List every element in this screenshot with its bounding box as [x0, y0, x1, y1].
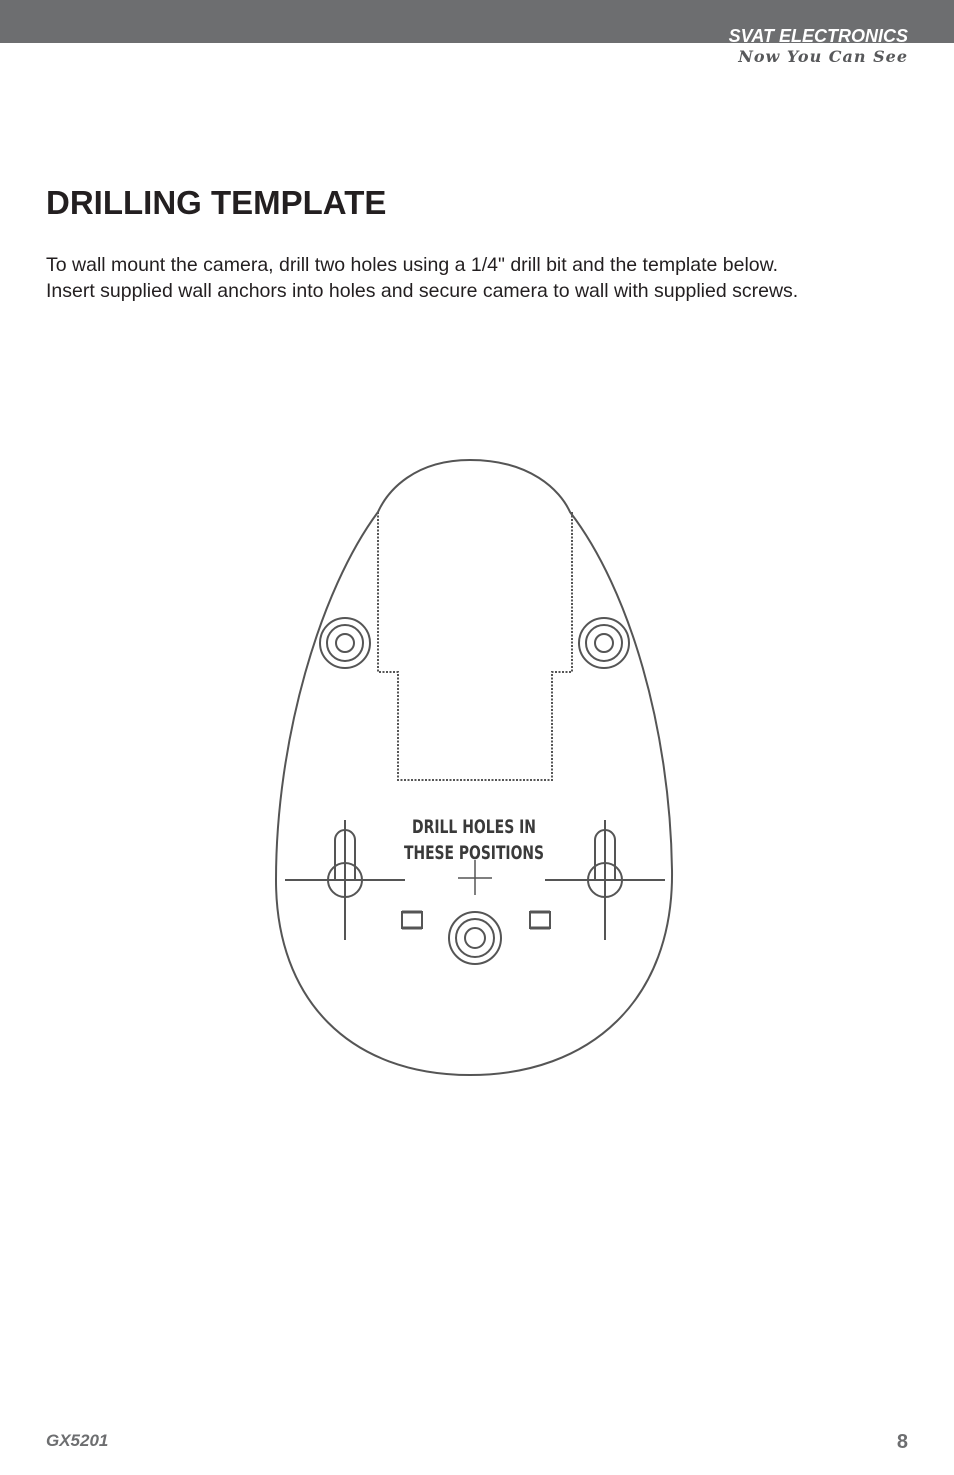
instructions-line-2: Insert supplied wall anchors into holes and secure camera to wall with supplied screws.	[46, 280, 799, 302]
page-number: 8	[896, 1431, 908, 1453]
right-slot	[530, 912, 550, 928]
mount-outline	[276, 460, 672, 1075]
page-title: DRILLING TEMPLATE	[46, 184, 387, 221]
drilling-template-diagram	[230, 440, 730, 1100]
center-cross	[458, 860, 492, 895]
template-label-line-1: DRILL HOLES IN	[412, 816, 536, 838]
upper-left-ring	[320, 618, 370, 668]
brand-tagline: Now You Can See	[738, 47, 908, 66]
left-drill-target	[285, 820, 405, 940]
left-slot	[402, 912, 422, 928]
model-number: GX5201	[46, 1431, 109, 1450]
bottom-center-ring	[449, 912, 501, 964]
template-label-line-2: THESE POSITIONS	[404, 842, 544, 864]
instructions-line-1: To wall mount the camera, drill two holes using a 1/4" drill bit and the template below.	[46, 254, 779, 276]
bracket-cutout	[378, 512, 572, 780]
right-drill-target	[545, 820, 665, 940]
brand-name: SVAT ELECTRONICS	[728, 26, 908, 46]
upper-right-ring	[579, 618, 629, 668]
instructions-text	[46, 252, 926, 304]
